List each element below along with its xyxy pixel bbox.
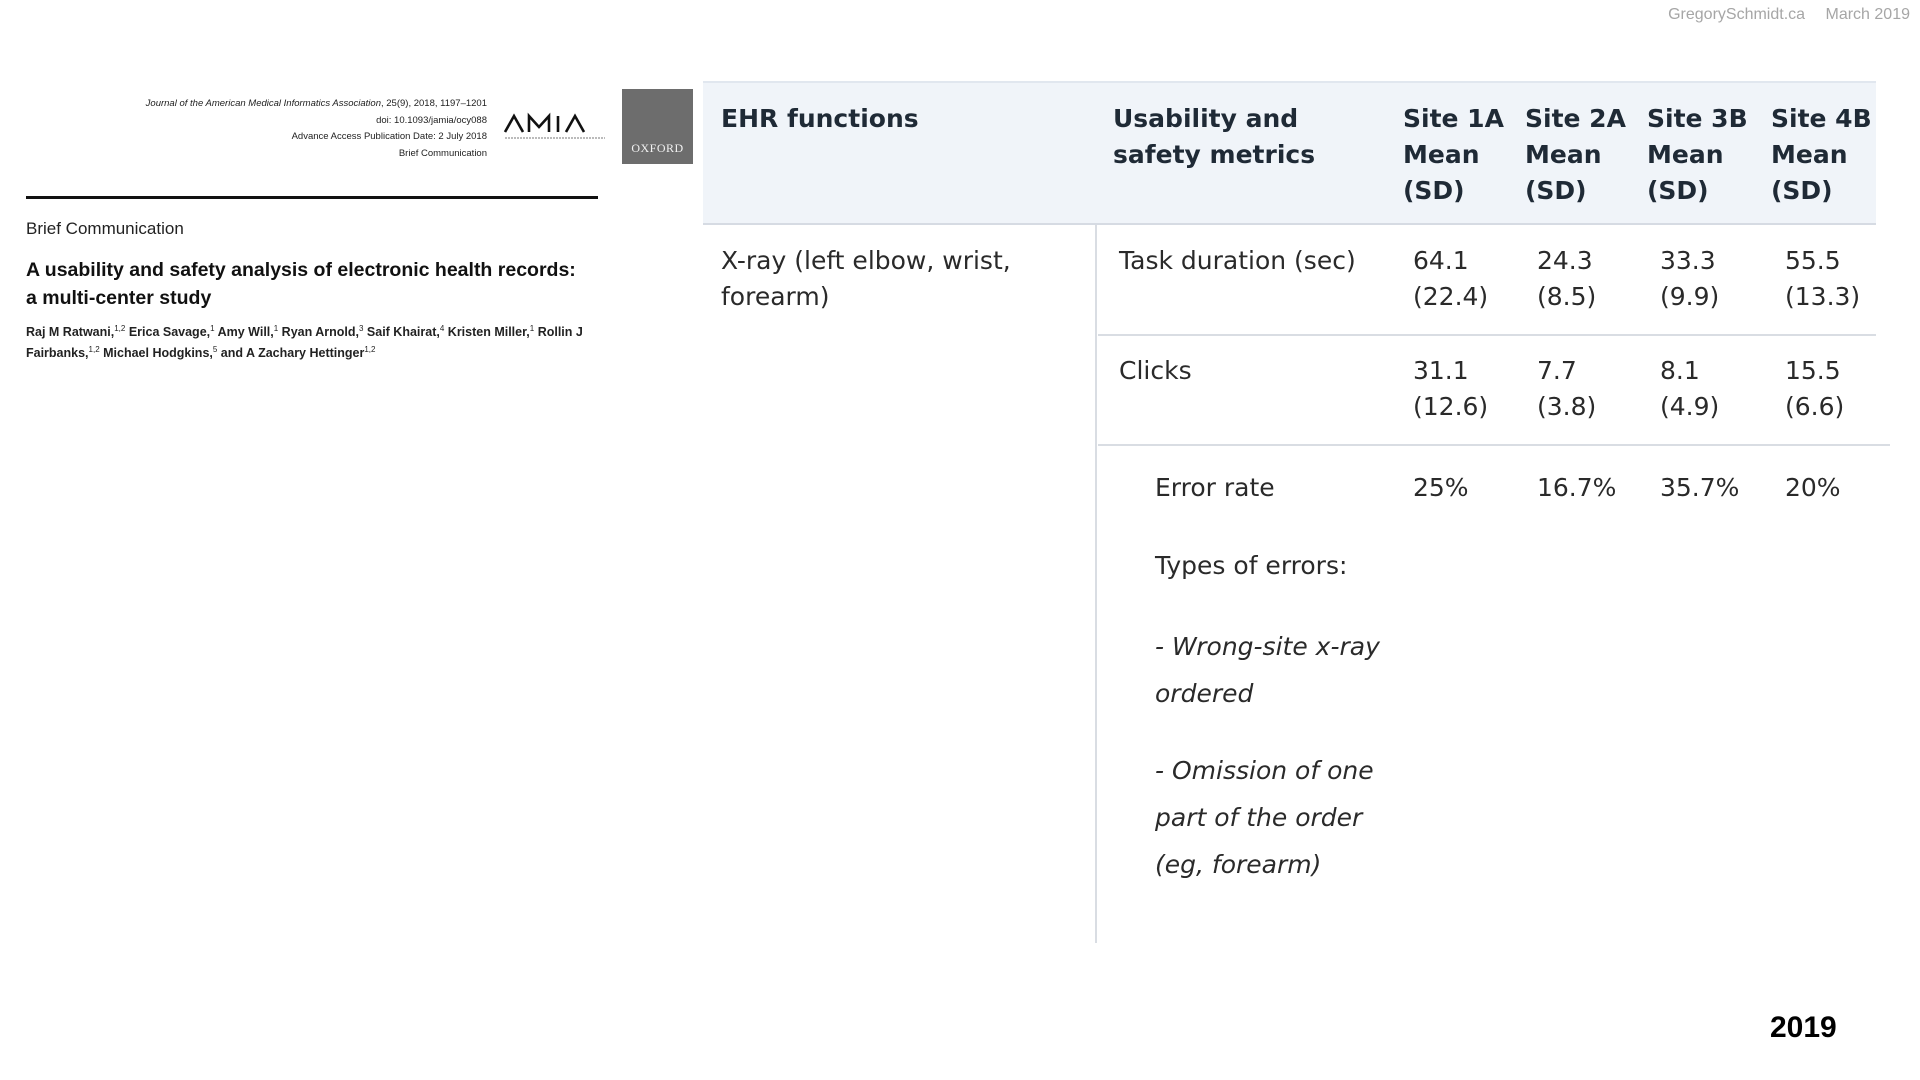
row-divider bbox=[1098, 334, 1876, 336]
slide-header bbox=[1652, 6, 1910, 24]
cell-site-4b: 15.5 (6.6) bbox=[1785, 356, 1845, 421]
author: and A Zachary Hettinger$^{1,2}$ bbox=[217, 345, 376, 361]
site-name: GregorySchmidt.ca bbox=[1668, 6, 1806, 23]
cell-site-2a: 24.3 (8.5) bbox=[1537, 246, 1597, 311]
column-divider bbox=[1095, 225, 1097, 943]
oxford-logo bbox=[622, 89, 693, 164]
cell-site-2a: 16.7% bbox=[1537, 473, 1617, 502]
author: Amy Will,$^1$ bbox=[214, 324, 279, 340]
error-type-item: - Omission of one part of the order (eg, forearm) bbox=[1155, 756, 1374, 879]
amia-logo-text: AMIA bbox=[613, 128, 616, 129]
author: Ryan Arnold,$^3$ bbox=[278, 324, 364, 340]
author: Michael Hodgkins,$^5$ bbox=[99, 345, 218, 361]
oxford-logo-text: OXFORD bbox=[631, 141, 684, 155]
journal-meta bbox=[67, 96, 487, 162]
slide-year: 2019 bbox=[1770, 1011, 1837, 1044]
amia-logo-icon bbox=[503, 108, 616, 144]
meta-article-type: Brief Communication bbox=[398, 147, 487, 159]
header-rule bbox=[26, 196, 598, 199]
author: Erica Savage,$^1$ bbox=[125, 324, 215, 340]
ehr-function-cell: X-ray (left elbow, wrist, forearm) bbox=[721, 246, 1011, 311]
author: Kristen Miller,$^1$ bbox=[444, 324, 535, 340]
types-of-errors-label: Types of errors: bbox=[1155, 551, 1348, 580]
header-site-1a: Site 1A Mean (SD) bbox=[1403, 104, 1504, 205]
paper-header bbox=[0, 0, 700, 380]
journal-name: Journal of the American Medical Informatics Association bbox=[145, 98, 381, 109]
cell-site-1a: 31.1 (12.6) bbox=[1413, 356, 1489, 421]
header-site-4b: Site 4B Mean (SD) bbox=[1771, 104, 1872, 205]
paper-title: A usability and safety analysis of electronic health records: a multi-center study bbox=[26, 259, 576, 309]
cell-site-3b: 35.7% bbox=[1660, 473, 1740, 502]
author-list bbox=[26, 320, 586, 362]
doi: doi: 10.1093/jamia/ocy088 bbox=[376, 114, 487, 126]
metric-clicks: Clicks bbox=[1119, 356, 1192, 385]
metric-error-rate: Error rate bbox=[1155, 473, 1275, 502]
error-type-item: - Wrong-site x-ray ordered bbox=[1155, 632, 1380, 708]
author: Rollin J Fairbanks,$^{1,2}$ bbox=[26, 325, 583, 361]
header-site-3b: Site 3B Mean (SD) bbox=[1647, 104, 1748, 205]
table-body bbox=[703, 225, 1893, 945]
cell-site-1a: 25% bbox=[1413, 473, 1469, 502]
author: Saif Khairat,$^4$ bbox=[363, 324, 445, 340]
cell-site-1a: 64.1 (22.4) bbox=[1413, 246, 1489, 311]
author: Raj M Ratwani,$^{1,2}$ bbox=[26, 324, 126, 340]
cell-site-2a: 7.7 (3.8) bbox=[1537, 356, 1597, 421]
cell-site-3b: 33.3 (9.9) bbox=[1660, 246, 1720, 311]
article-type: Brief Communication bbox=[26, 219, 184, 238]
metric-task-duration: Task duration (sec) bbox=[1119, 246, 1356, 275]
cell-site-4b: 55.5 (13.3) bbox=[1785, 246, 1861, 311]
advance-access: Advance Access Publication Date: 2 July 2018 bbox=[291, 131, 487, 142]
table-header bbox=[703, 81, 1876, 225]
header-metrics: Usability and safety metrics bbox=[1113, 104, 1316, 169]
slide-date: March 2019 bbox=[1825, 6, 1910, 23]
row-divider bbox=[1098, 444, 1890, 446]
cell-site-4b: 20% bbox=[1785, 473, 1841, 502]
cell-site-3b: 8.1 (4.9) bbox=[1660, 356, 1720, 421]
header-ehr-functions: EHR functions bbox=[721, 104, 919, 133]
header-site-2a: Site 2A Mean (SD) bbox=[1525, 104, 1626, 205]
journal-citation: , 25(9), 2018, 1197–1201 bbox=[381, 98, 487, 109]
results-table bbox=[703, 81, 1893, 945]
